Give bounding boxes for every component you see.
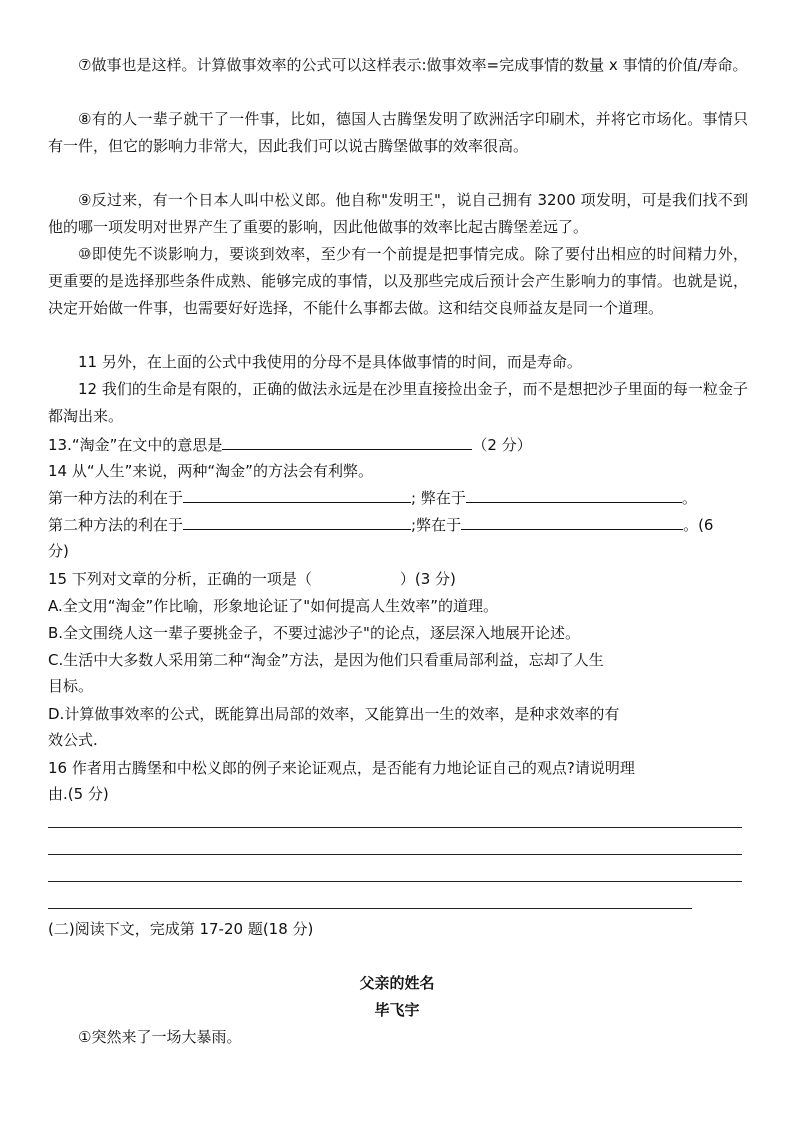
q14-line2-label-a: 第二种方法的利在于: [48, 516, 184, 534]
q15-option-a: A.全文用“淘金”作比喻，形象地论证了"如何提高人生效率”的道理。: [48, 597, 498, 615]
answer-line-4[interactable]: [48, 908, 692, 909]
q14-line1-label-b: ; 弊在于: [411, 489, 466, 507]
question-15-stem: [48, 566, 748, 593]
question-16-line-1: 16 作者用古腾堡和中松义郎的例子来论证观点，是否能有力地论证自己的观点?请说明理: [48, 759, 635, 777]
answer-line-1[interactable]: [48, 827, 742, 828]
paragraph-10: ⑩即使先不谈影响力，要谈到效率，至少有一个前提是把事情完成。除了要付出相应的时间精力外，更重要的是选择那些条件成熟、能够完成的事情，以及那些完成后预计会产生影响力的事情。也就是说，决定开始做一件事，也需要好好选择，不能什么事都去做。这和结交良师益友是同一个道理。: [48, 245, 748, 317]
q15-option-d-line-2: 效公式.: [48, 731, 98, 749]
q13-prompt: 13.“淘金”在文中的意思是: [48, 436, 223, 454]
article-paragraph-1: ①突然来了一场大暴雨。: [78, 1028, 242, 1046]
q15-score: ）(3 分): [399, 570, 456, 588]
q14-line2-end: 。(6: [683, 516, 714, 534]
q15-option-c-line-1: C.生活中大多数人采用第二种“淘金”方法，是因为他们只看重局部利益，忘却了人生: [48, 651, 604, 669]
q14-line1-end: 。: [681, 489, 697, 507]
q14-line1-label-a: 第一种方法的利在于: [48, 489, 184, 507]
paragraph-7: ⑦做事也是这样。计算做事效率的公式可以这样表示:做事效率=完成事情的数量 x 事情的价值/寿命。: [78, 56, 748, 74]
article-author: 毕飞宇: [374, 1001, 420, 1019]
question-14-line-1: [48, 485, 748, 512]
question-13: [48, 432, 748, 459]
paragraph-8: ⑧有的人一辈子就干了一件事，比如，德国人古腾堡发明了欧洲活字印刷术，并将它市场化。事情只有一件，但它的影响力非常大，因此我们可以说古腾堡做事的效率很高。: [48, 110, 748, 155]
answer-line-2[interactable]: [48, 854, 742, 855]
q14-line1-advantage-blank[interactable]: [183, 485, 411, 503]
q14-score-tail: 分): [48, 542, 69, 560]
paragraph-12: 12 我们的生命是有限的，正确的做法永远是在沙里直接捡出金子，而不是想把沙子里面的每一粒金子都淘出来。: [48, 380, 748, 425]
q13-answer-blank[interactable]: [222, 432, 472, 450]
q14-line1-disadvantage-blank[interactable]: [466, 485, 682, 503]
q15-option-b: B.全文围绕人这一辈子要挑金子，不要过滤沙子"的论点，逐层深入地展开论述。: [48, 624, 580, 642]
q13-score: （2 分）: [472, 436, 532, 454]
paragraph-9: ⑨反过来，有一个日本人叫中松义郎。他自称"发明王"，说自己拥有 3200 项发明，可是我们找不到他的哪一项发明对世界产生了重要的影响，因此他做事的效率比起古腾堡差远了。: [48, 191, 748, 236]
section-2-intro: (二)阅读下文，完成第 17-20 题(18 分): [48, 920, 314, 938]
q14-line2-advantage-blank[interactable]: [183, 512, 411, 530]
question-16-line-2: 由.(5 分): [48, 785, 109, 803]
q14-line2-disadvantage-blank[interactable]: [461, 512, 683, 530]
paragraph-11: 11 另外，在上面的公式中我使用的分母不是具体做事情的时间，而是寿命。: [78, 353, 582, 371]
q15-option-d-line-1: D.计算做事效率的公式，既能算出局部的效率，又能算出一生的效率，是种求效率的有: [48, 705, 620, 723]
q15-option-c-line-2: 目标。: [48, 677, 94, 695]
article-title: 父亲的姓名: [359, 974, 435, 992]
q14-line2-label-b: ;弊在于: [411, 516, 462, 534]
q15-prompt: 15 下列对文章的分析，正确的一项是（: [48, 570, 312, 588]
question-14-stem: 14 从“人生”来说，两种“淘金”的方法会有利弊。: [48, 462, 373, 480]
question-14-line-2: [48, 512, 748, 539]
answer-line-3[interactable]: [48, 881, 742, 882]
